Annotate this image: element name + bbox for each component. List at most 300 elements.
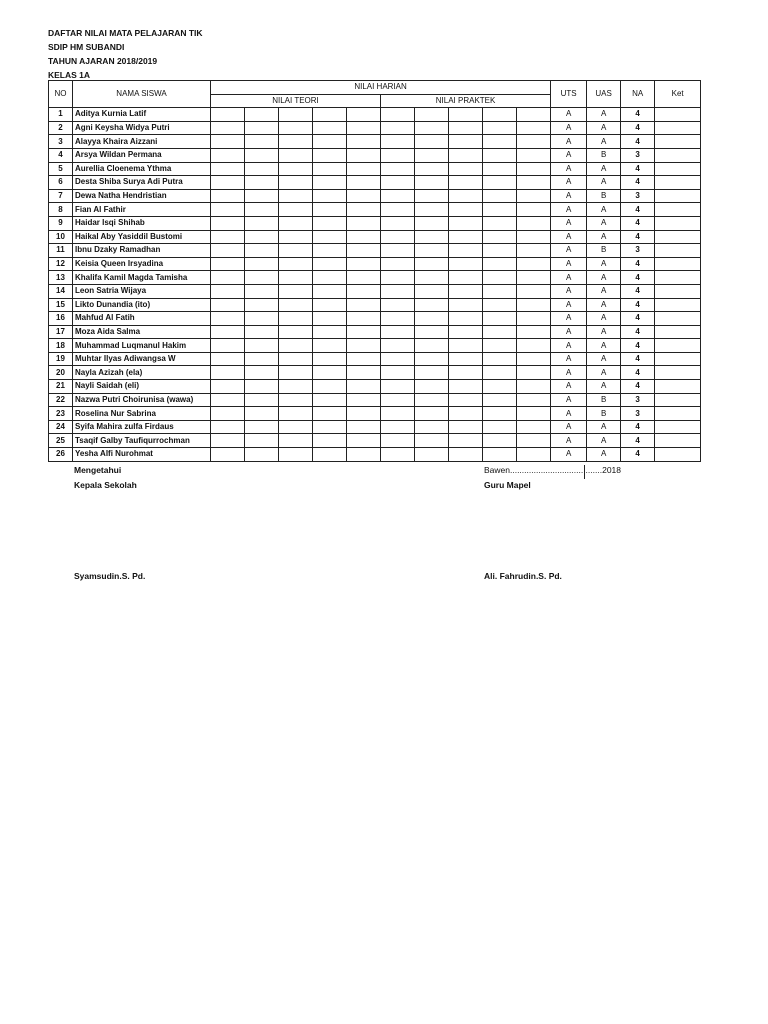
daily-score-cell [245, 407, 279, 421]
daily-score-cell [347, 366, 381, 380]
daily-score-cell [415, 325, 449, 339]
daily-score-cell [449, 162, 483, 176]
daily-score-cell [449, 420, 483, 434]
daily-score-cell [415, 244, 449, 258]
daily-score-cell [415, 257, 449, 271]
daily-score-cell [313, 407, 347, 421]
daily-score-cell [381, 380, 415, 394]
final-grade: 3 [621, 244, 655, 258]
uts-grade: A [551, 108, 587, 122]
daily-score-cell [415, 271, 449, 285]
daily-score-cell [415, 420, 449, 434]
row-number: 8 [49, 203, 73, 217]
daily-score-cell [211, 257, 245, 271]
remarks-cell [655, 189, 701, 203]
daily-score-cell [347, 176, 381, 190]
daily-score-cell [245, 257, 279, 271]
row-number: 18 [49, 339, 73, 353]
daily-score-cell [279, 448, 313, 462]
student-name: Mahfud Al Fatih [73, 312, 211, 326]
student-name: Moza Aida Salma [73, 325, 211, 339]
remarks-cell [655, 257, 701, 271]
daily-score-cell [211, 121, 245, 135]
uts-grade: A [551, 121, 587, 135]
row-number: 5 [49, 162, 73, 176]
daily-score-cell [449, 448, 483, 462]
uas-grade: A [587, 352, 621, 366]
daily-score-cell [313, 325, 347, 339]
daily-score-cell [381, 366, 415, 380]
daily-score-cell [347, 325, 381, 339]
daily-score-cell [279, 298, 313, 312]
table-row [49, 108, 701, 122]
class-name: KELAS 1A [48, 70, 91, 80]
remarks-cell [655, 162, 701, 176]
row-number: 23 [49, 407, 73, 421]
daily-score-cell [415, 135, 449, 149]
daily-score-cell [381, 448, 415, 462]
daily-score-cell [483, 257, 517, 271]
daily-score-cell [381, 176, 415, 190]
daily-score-cell [211, 271, 245, 285]
uts-grade: A [551, 203, 587, 217]
daily-score-cell [483, 244, 517, 258]
header-nilai-praktek: NILAI PRAKTEK [381, 94, 551, 108]
uas-grade: A [587, 366, 621, 380]
daily-score-cell [245, 162, 279, 176]
daily-score-cell [415, 339, 449, 353]
table-row [49, 312, 701, 326]
row-number: 20 [49, 366, 73, 380]
student-name: Aditya Kurnia Latif [73, 108, 211, 122]
daily-score-cell [517, 135, 551, 149]
table-row [49, 189, 701, 203]
uts-grade: A [551, 393, 587, 407]
final-grade: 3 [621, 148, 655, 162]
uas-grade: B [587, 393, 621, 407]
final-grade: 4 [621, 352, 655, 366]
daily-score-cell [279, 434, 313, 448]
daily-score-cell [347, 420, 381, 434]
remarks-cell [655, 366, 701, 380]
table-row [49, 393, 701, 407]
daily-score-cell [279, 284, 313, 298]
footer-kepala-sekolah: Kepala Sekolah [74, 480, 137, 490]
remarks-cell [655, 176, 701, 190]
header-uas: UAS [587, 81, 621, 108]
daily-score-cell [415, 393, 449, 407]
header-name: NAMA SISWA [73, 81, 211, 108]
daily-score-cell [483, 271, 517, 285]
final-grade: 4 [621, 312, 655, 326]
row-number: 3 [49, 135, 73, 149]
daily-score-cell [279, 312, 313, 326]
daily-score-cell [449, 407, 483, 421]
uts-grade: A [551, 271, 587, 285]
daily-score-cell [347, 148, 381, 162]
daily-score-cell [347, 407, 381, 421]
daily-score-cell [313, 420, 347, 434]
daily-score-cell [381, 284, 415, 298]
daily-score-cell [381, 230, 415, 244]
student-name: Haidar Isqi Shihab [73, 216, 211, 230]
daily-score-cell [517, 380, 551, 394]
daily-score-cell [279, 121, 313, 135]
daily-score-cell [415, 434, 449, 448]
uas-grade: A [587, 339, 621, 353]
uts-grade: A [551, 162, 587, 176]
daily-score-cell [483, 325, 517, 339]
table-row [49, 407, 701, 421]
daily-score-cell [517, 420, 551, 434]
daily-score-cell [245, 271, 279, 285]
daily-score-cell [381, 393, 415, 407]
final-grade: 4 [621, 448, 655, 462]
daily-score-cell [517, 176, 551, 190]
daily-score-cell [347, 257, 381, 271]
daily-score-cell [313, 298, 347, 312]
daily-score-cell [483, 380, 517, 394]
table-row [49, 162, 701, 176]
daily-score-cell [245, 298, 279, 312]
student-name: Muhammad Luqmanul Hakim [73, 339, 211, 353]
student-name: Fian Al Fathir [73, 203, 211, 217]
daily-score-cell [483, 135, 517, 149]
daily-score-cell [483, 393, 517, 407]
remarks-cell [655, 298, 701, 312]
student-name: Tsaqif Galby Taufiqurrochman [73, 434, 211, 448]
row-number: 13 [49, 271, 73, 285]
daily-score-cell [313, 352, 347, 366]
header-nilai-harian: NILAI HARIAN [211, 81, 551, 95]
row-number: 14 [49, 284, 73, 298]
daily-score-cell [415, 312, 449, 326]
table-row [49, 203, 701, 217]
student-name: Ibnu Dzaky Ramadhan [73, 244, 211, 258]
daily-score-cell [381, 148, 415, 162]
daily-score-cell [347, 271, 381, 285]
daily-score-cell [245, 352, 279, 366]
daily-score-cell [313, 216, 347, 230]
daily-score-cell [279, 148, 313, 162]
daily-score-cell [347, 339, 381, 353]
uts-grade: A [551, 244, 587, 258]
daily-score-cell [245, 393, 279, 407]
daily-score-cell [279, 176, 313, 190]
daily-score-cell [483, 366, 517, 380]
document-header [48, 26, 203, 82]
daily-score-cell [347, 284, 381, 298]
daily-score-cell [347, 448, 381, 462]
uas-grade: A [587, 312, 621, 326]
daily-score-cell [483, 448, 517, 462]
final-grade: 4 [621, 420, 655, 434]
daily-score-cell [449, 257, 483, 271]
daily-score-cell [483, 230, 517, 244]
daily-score-cell [245, 325, 279, 339]
row-number: 6 [49, 176, 73, 190]
daily-score-cell [211, 176, 245, 190]
student-name: Nazwa Putri Choirunisa (wawa) [73, 393, 211, 407]
daily-score-cell [211, 407, 245, 421]
remarks-cell [655, 380, 701, 394]
row-number: 12 [49, 257, 73, 271]
final-grade: 4 [621, 108, 655, 122]
uas-grade: A [587, 176, 621, 190]
daily-score-cell [245, 121, 279, 135]
table-row [49, 339, 701, 353]
daily-score-cell [381, 407, 415, 421]
daily-score-cell [279, 257, 313, 271]
daily-score-cell [483, 352, 517, 366]
daily-score-cell [211, 393, 245, 407]
daily-score-cell [449, 393, 483, 407]
daily-score-cell [211, 135, 245, 149]
uts-grade: A [551, 135, 587, 149]
daily-score-cell [449, 108, 483, 122]
daily-score-cell [347, 312, 381, 326]
remarks-cell [655, 108, 701, 122]
daily-score-cell [449, 203, 483, 217]
daily-score-cell [381, 339, 415, 353]
uas-grade: A [587, 434, 621, 448]
student-name: Aurellia Cloenema Ythma [73, 162, 211, 176]
uts-grade: A [551, 380, 587, 394]
daily-score-cell [449, 148, 483, 162]
uts-grade: A [551, 284, 587, 298]
uts-grade: A [551, 257, 587, 271]
school-name: SDIP HM SUBANDI [48, 42, 125, 52]
daily-score-cell [449, 189, 483, 203]
row-number: 19 [49, 352, 73, 366]
uts-grade: A [551, 366, 587, 380]
header-no: NO [49, 81, 73, 108]
daily-score-cell [279, 339, 313, 353]
daily-score-cell [517, 271, 551, 285]
daily-score-cell [483, 203, 517, 217]
daily-score-cell [279, 420, 313, 434]
final-grade: 3 [621, 407, 655, 421]
header-ket: Ket [655, 81, 701, 108]
student-name: Roselina Nur Sabrina [73, 407, 211, 421]
final-grade: 4 [621, 366, 655, 380]
uas-grade: B [587, 189, 621, 203]
daily-score-cell [449, 298, 483, 312]
remarks-cell [655, 216, 701, 230]
daily-score-cell [449, 216, 483, 230]
daily-score-cell [517, 189, 551, 203]
daily-score-cell [415, 189, 449, 203]
daily-score-cell [245, 339, 279, 353]
uas-grade: B [587, 407, 621, 421]
daily-score-cell [517, 121, 551, 135]
row-number: 22 [49, 393, 73, 407]
daily-score-cell [517, 366, 551, 380]
daily-score-cell [211, 298, 245, 312]
remarks-cell [655, 312, 701, 326]
daily-score-cell [245, 284, 279, 298]
remarks-cell [655, 339, 701, 353]
uts-grade: A [551, 407, 587, 421]
daily-score-cell [517, 203, 551, 217]
daily-score-cell [483, 407, 517, 421]
remarks-cell [655, 230, 701, 244]
uas-grade: A [587, 420, 621, 434]
divider-line [584, 465, 585, 479]
daily-score-cell [245, 244, 279, 258]
daily-score-cell [517, 434, 551, 448]
daily-score-cell [381, 135, 415, 149]
daily-score-cell [415, 448, 449, 462]
daily-score-cell [415, 407, 449, 421]
daily-score-cell [517, 230, 551, 244]
daily-score-cell [483, 121, 517, 135]
daily-score-cell [517, 393, 551, 407]
daily-score-cell [211, 230, 245, 244]
final-grade: 4 [621, 380, 655, 394]
daily-score-cell [211, 162, 245, 176]
daily-score-cell [381, 352, 415, 366]
table-row [49, 257, 701, 271]
table-row [49, 230, 701, 244]
row-number: 21 [49, 380, 73, 394]
daily-score-cell [415, 148, 449, 162]
daily-score-cell [381, 108, 415, 122]
daily-score-cell [449, 312, 483, 326]
table-row [49, 325, 701, 339]
daily-score-cell [245, 366, 279, 380]
daily-score-cell [483, 148, 517, 162]
daily-score-cell [449, 339, 483, 353]
daily-score-cell [517, 216, 551, 230]
uts-grade: A [551, 312, 587, 326]
uas-grade: A [587, 108, 621, 122]
daily-score-cell [449, 121, 483, 135]
row-number: 24 [49, 420, 73, 434]
remarks-cell [655, 244, 701, 258]
daily-score-cell [517, 148, 551, 162]
daily-score-cell [279, 393, 313, 407]
daily-score-cell [415, 203, 449, 217]
daily-score-cell [517, 257, 551, 271]
final-grade: 3 [621, 393, 655, 407]
final-grade: 4 [621, 203, 655, 217]
uts-grade: A [551, 434, 587, 448]
daily-score-cell [279, 366, 313, 380]
daily-score-cell [313, 366, 347, 380]
student-name: Arsya Wildan Permana [73, 148, 211, 162]
daily-score-cell [347, 230, 381, 244]
daily-score-cell [313, 312, 347, 326]
uts-grade: A [551, 216, 587, 230]
daily-score-cell [381, 162, 415, 176]
daily-score-cell [211, 380, 245, 394]
daily-score-cell [381, 298, 415, 312]
table-row [49, 176, 701, 190]
daily-score-cell [245, 312, 279, 326]
signature-right: Ali. Fahrudin.S. Pd. [484, 571, 562, 581]
daily-score-cell [347, 380, 381, 394]
daily-score-cell [449, 366, 483, 380]
uts-grade: A [551, 189, 587, 203]
table-row [49, 434, 701, 448]
row-number: 1 [49, 108, 73, 122]
table-row [49, 380, 701, 394]
daily-score-cell [381, 216, 415, 230]
uas-grade: B [587, 244, 621, 258]
table-row [49, 148, 701, 162]
row-number: 25 [49, 434, 73, 448]
daily-score-cell [279, 216, 313, 230]
daily-score-cell [313, 393, 347, 407]
daily-score-cell [381, 121, 415, 135]
uts-grade: A [551, 448, 587, 462]
daily-score-cell [211, 366, 245, 380]
daily-score-cell [211, 203, 245, 217]
final-grade: 4 [621, 257, 655, 271]
daily-score-cell [211, 216, 245, 230]
daily-score-cell [483, 176, 517, 190]
uas-grade: A [587, 216, 621, 230]
daily-score-cell [449, 176, 483, 190]
student-name: Muhtar Ilyas Adiwangsa W [73, 352, 211, 366]
uts-grade: A [551, 420, 587, 434]
remarks-cell [655, 420, 701, 434]
uas-grade: A [587, 162, 621, 176]
daily-score-cell [415, 298, 449, 312]
daily-score-cell [449, 135, 483, 149]
daily-score-cell [517, 312, 551, 326]
uas-grade: A [587, 325, 621, 339]
daily-score-cell [211, 448, 245, 462]
table-row [49, 135, 701, 149]
daily-score-cell [415, 352, 449, 366]
daily-score-cell [517, 325, 551, 339]
daily-score-cell [517, 244, 551, 258]
final-grade: 4 [621, 434, 655, 448]
daily-score-cell [449, 352, 483, 366]
daily-score-cell [279, 325, 313, 339]
daily-score-cell [313, 135, 347, 149]
daily-score-cell [279, 203, 313, 217]
daily-score-cell [347, 203, 381, 217]
daily-score-cell [279, 230, 313, 244]
daily-score-cell [279, 189, 313, 203]
table-row [49, 352, 701, 366]
final-grade: 4 [621, 176, 655, 190]
row-number: 7 [49, 189, 73, 203]
remarks-cell [655, 148, 701, 162]
remarks-cell [655, 284, 701, 298]
daily-score-cell [211, 284, 245, 298]
uts-grade: A [551, 148, 587, 162]
remarks-cell [655, 393, 701, 407]
final-grade: 4 [621, 216, 655, 230]
row-number: 9 [49, 216, 73, 230]
final-grade: 4 [621, 121, 655, 135]
uas-grade: A [587, 230, 621, 244]
daily-score-cell [211, 325, 245, 339]
uas-grade: A [587, 298, 621, 312]
uas-grade: A [587, 203, 621, 217]
student-name: Alayya Khaira Aizzani [73, 135, 211, 149]
daily-score-cell [245, 434, 279, 448]
daily-score-cell [245, 380, 279, 394]
daily-score-cell [211, 148, 245, 162]
daily-score-cell [381, 244, 415, 258]
daily-score-cell [313, 162, 347, 176]
daily-score-cell [517, 339, 551, 353]
